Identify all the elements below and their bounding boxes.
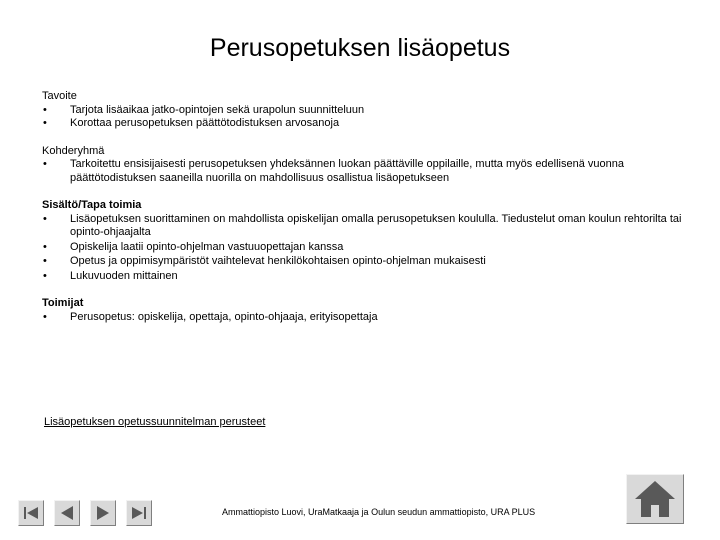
list-item-text: Lukuvuoden mittainen: [70, 269, 178, 282]
curriculum-link[interactable]: Lisäopetuksen opetussuunnitelman perusteet: [44, 416, 266, 428]
previous-slide-button[interactable]: [54, 500, 80, 526]
previous-slide-icon: [58, 505, 76, 521]
last-slide-icon: [130, 505, 148, 521]
bullet: •: [43, 255, 47, 267]
slide-navigation: [18, 500, 152, 526]
bullet: •: [43, 310, 47, 323]
list-item: [42, 117, 682, 131]
home-button[interactable]: [626, 474, 684, 524]
list-item: [42, 213, 682, 240]
section-tavoite: [42, 90, 682, 131]
list-item: [42, 255, 682, 269]
section-heading-kohderyhma: Kohderyhmä: [42, 144, 105, 157]
bullet: •: [43, 269, 47, 282]
next-slide-button[interactable]: [90, 500, 116, 526]
list-item: [42, 158, 682, 185]
section-sisalto: [42, 199, 682, 283]
section-kohderyhma: [42, 145, 682, 186]
slide-content: [42, 90, 682, 338]
list-item-text: Perusopetus: opiskelija, opettaja, opinto-ohjaaja, erityisopettaja: [70, 310, 378, 323]
list-item-text: Opiskelija laatii opinto-ohjelman vastuuopettajan kanssa: [70, 240, 344, 253]
section-heading-tavoite: Tavoite: [42, 90, 77, 102]
bullet: •: [43, 103, 47, 116]
section-toimijat: [42, 297, 682, 324]
next-slide-icon: [94, 505, 112, 521]
list-item-text: Opetus ja oppimisympäristöt vaihtelevat henkilökohtaisen opinto-ohjelman mukaisesti: [70, 255, 486, 267]
list-item: [42, 311, 682, 325]
bullet: •: [43, 240, 47, 253]
home-icon: [627, 475, 683, 523]
slide-title: Perusopetuksen lisäopetus: [209, 34, 511, 62]
bullet: •: [43, 212, 47, 225]
list-item: [42, 104, 682, 118]
footer-text: Ammattiopisto Luovi, UraMatkaaja ja Oulun seudun ammattiopisto, URA PLUS: [222, 507, 536, 517]
last-slide-button[interactable]: [126, 500, 152, 526]
section-heading-sisalto: Sisältö/Tapa toimia: [42, 199, 142, 211]
section-heading-toimijat: Toimijat: [42, 297, 84, 309]
list-item-text: Korottaa perusopetuksen päättötodistuksen arvosanoja: [70, 117, 340, 129]
list-item: [42, 241, 682, 255]
list-item-text: Tarkoitettu ensisijaisesti perusopetuksen yhdeksännen luokan päättäville oppilaille, mutta myös edellisenä vuonna päättötodistuksen saaneilla nuorilla on mahdollisuus osallistua lisäopetukseen: [70, 158, 625, 184]
bullet: •: [43, 117, 47, 129]
first-slide-icon: [22, 505, 40, 521]
list-item-text: Lisäopetuksen suorittaminen on mahdollista opiskelijan omalla perusopetuksen koululla. Tiedustelut oman koulun rehtorilta tai opinto-ohjaajalta: [70, 212, 682, 238]
list-item-text: Tarjota lisäaikaa jatko-opintojen sekä urapolun suunnitteluun: [70, 103, 365, 116]
first-slide-button[interactable]: [18, 500, 44, 526]
list-item: [42, 270, 682, 284]
bullet: •: [43, 158, 47, 170]
